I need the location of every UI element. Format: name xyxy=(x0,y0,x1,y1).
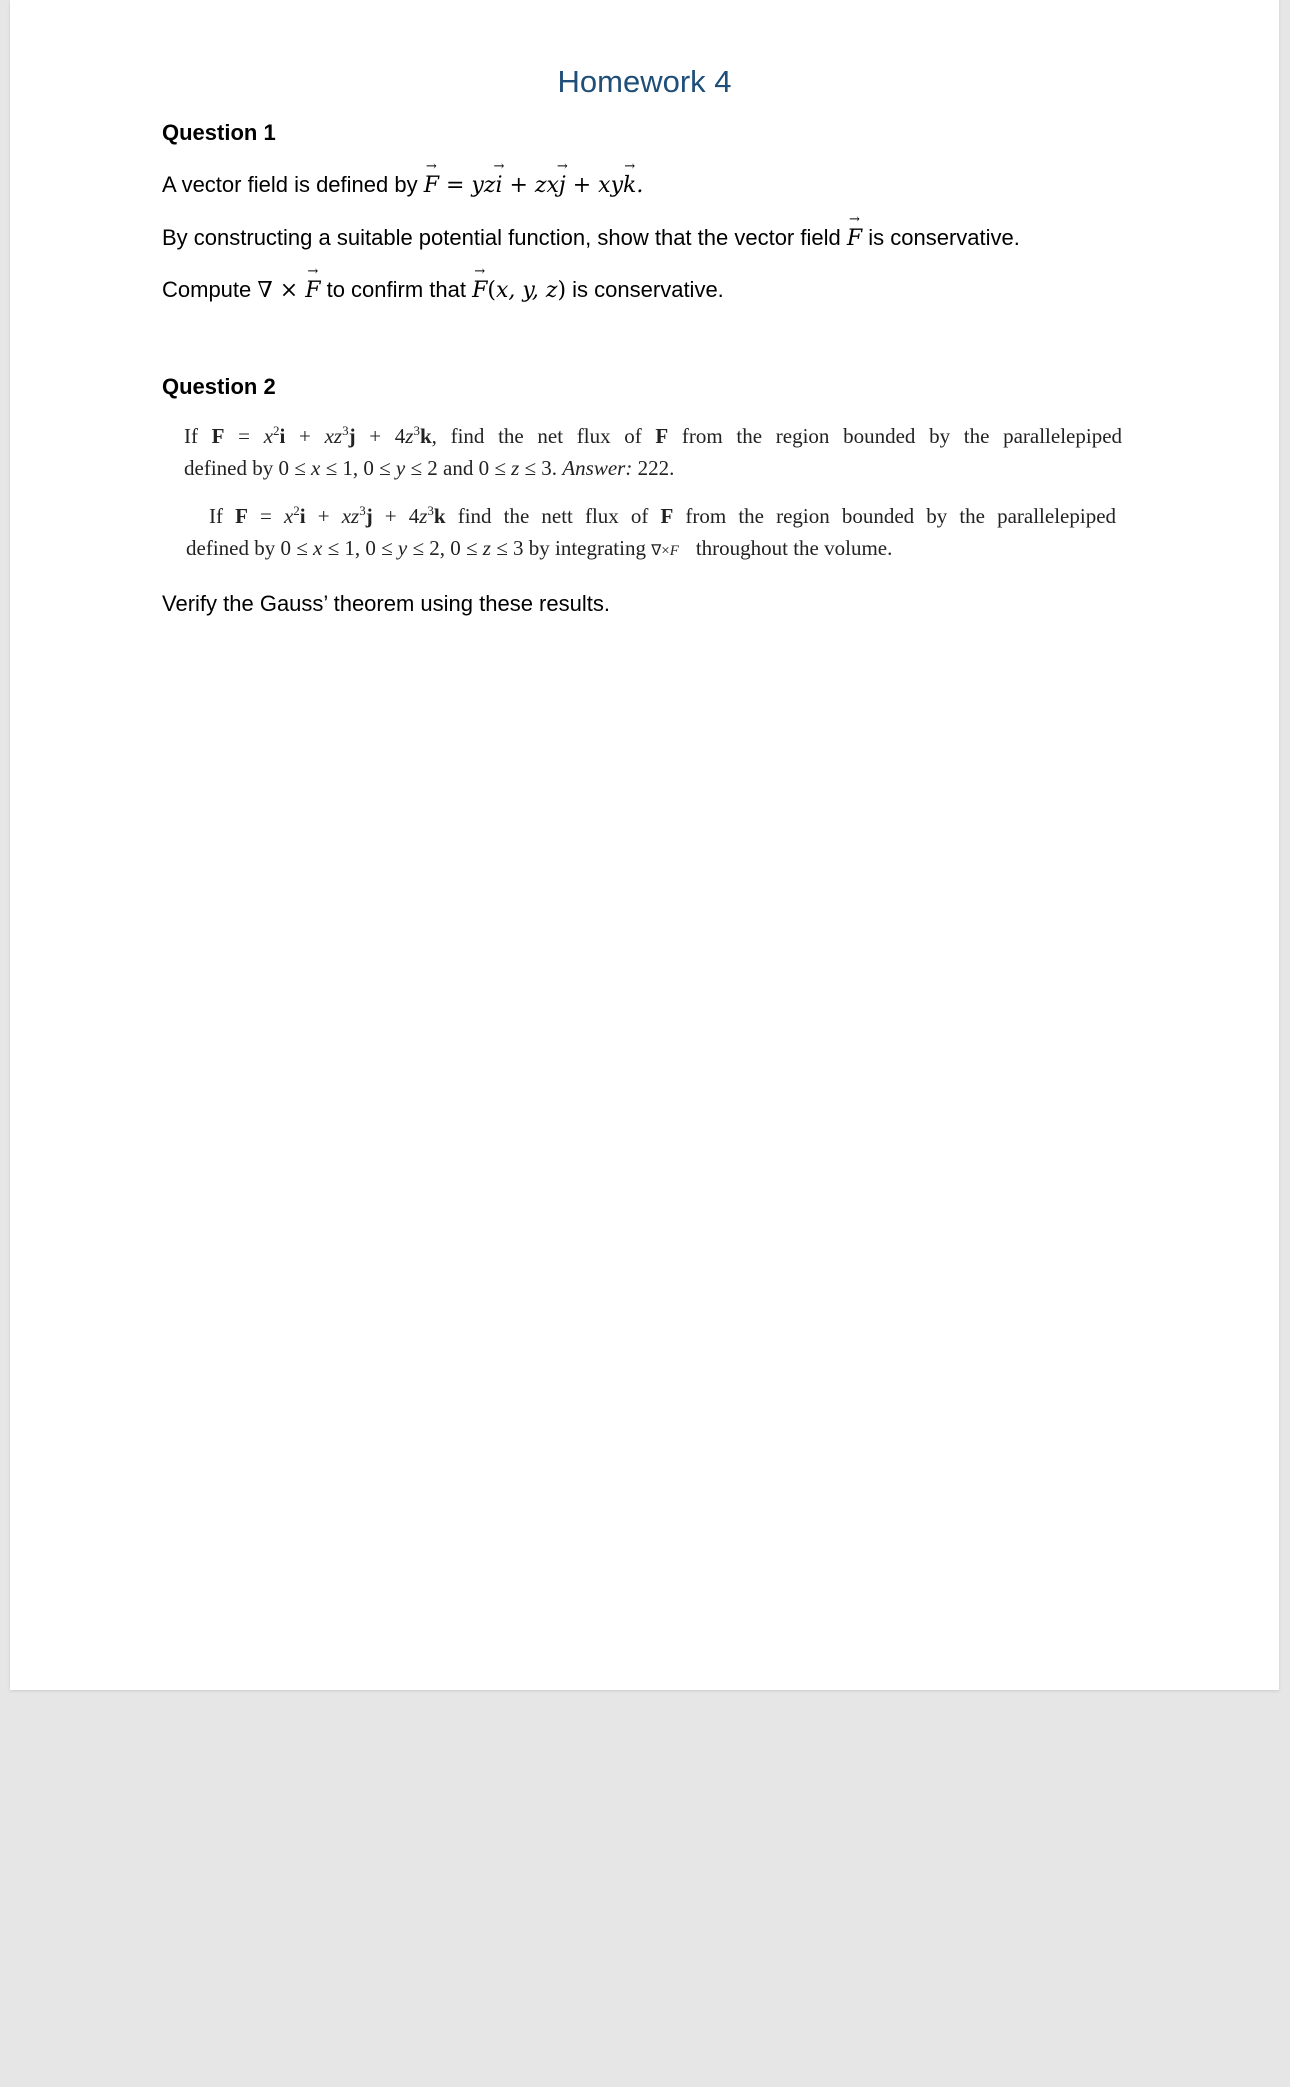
question1-line3-text-c: is conservative. xyxy=(572,277,724,302)
question1-line2 xyxy=(162,225,1020,251)
question2-para1-line2: defined by 0 ≤ x ≤ 1, 0 ≤ y ≤ 2 and 0 ≤ z ≤ 3. Answer: 222. xyxy=(184,456,675,480)
question2-para2-line2: defined by 0 ≤ x ≤ 1, 0 ≤ y ≤ 2, 0 ≤ z ≤ 3 by integrating ∇×F⃗ throughout the volume. xyxy=(186,536,893,560)
question2-para2-line1: If $F = x^2i + xz^3j + 4z^3k$ find the nett flux of F from the region bounded by the parallelepiped xyxy=(209,503,1117,528)
vector-field-definition: F → = yzi → + zxj → + xyk →. xyxy=(424,173,644,198)
question1-line1 xyxy=(162,172,643,198)
question1-line1-text: A vector field is defined by xyxy=(162,172,418,197)
page-title: Homework 4 xyxy=(557,64,732,99)
question2-heading: Question 2 xyxy=(162,374,276,399)
question2-closing: Verify the Gauss’ theorem using these results. xyxy=(162,591,610,616)
question1-line2-text-b: is conservative. xyxy=(868,225,1020,250)
question1-line3 xyxy=(162,277,724,303)
question1-line3-text-a: Compute xyxy=(162,277,252,302)
curl-expression: ∇ × F → xyxy=(257,278,320,303)
question2-para1-line1: If $F = x^2i + xz^3j + 4z^3k$, find the net flux of F from the region bounded by the parallelepiped xyxy=(184,423,1123,448)
question1-line3-text-b: to confirm that xyxy=(326,277,466,302)
question1-heading: Question 1 xyxy=(162,120,276,145)
vector-field-symbol: F → xyxy=(847,226,862,251)
document-page xyxy=(10,0,1279,1690)
vector-field-function: F →(x, y, z) xyxy=(472,278,566,303)
question1-line2-text-a: By constructing a suitable potential function, show that the vector field xyxy=(162,225,841,250)
